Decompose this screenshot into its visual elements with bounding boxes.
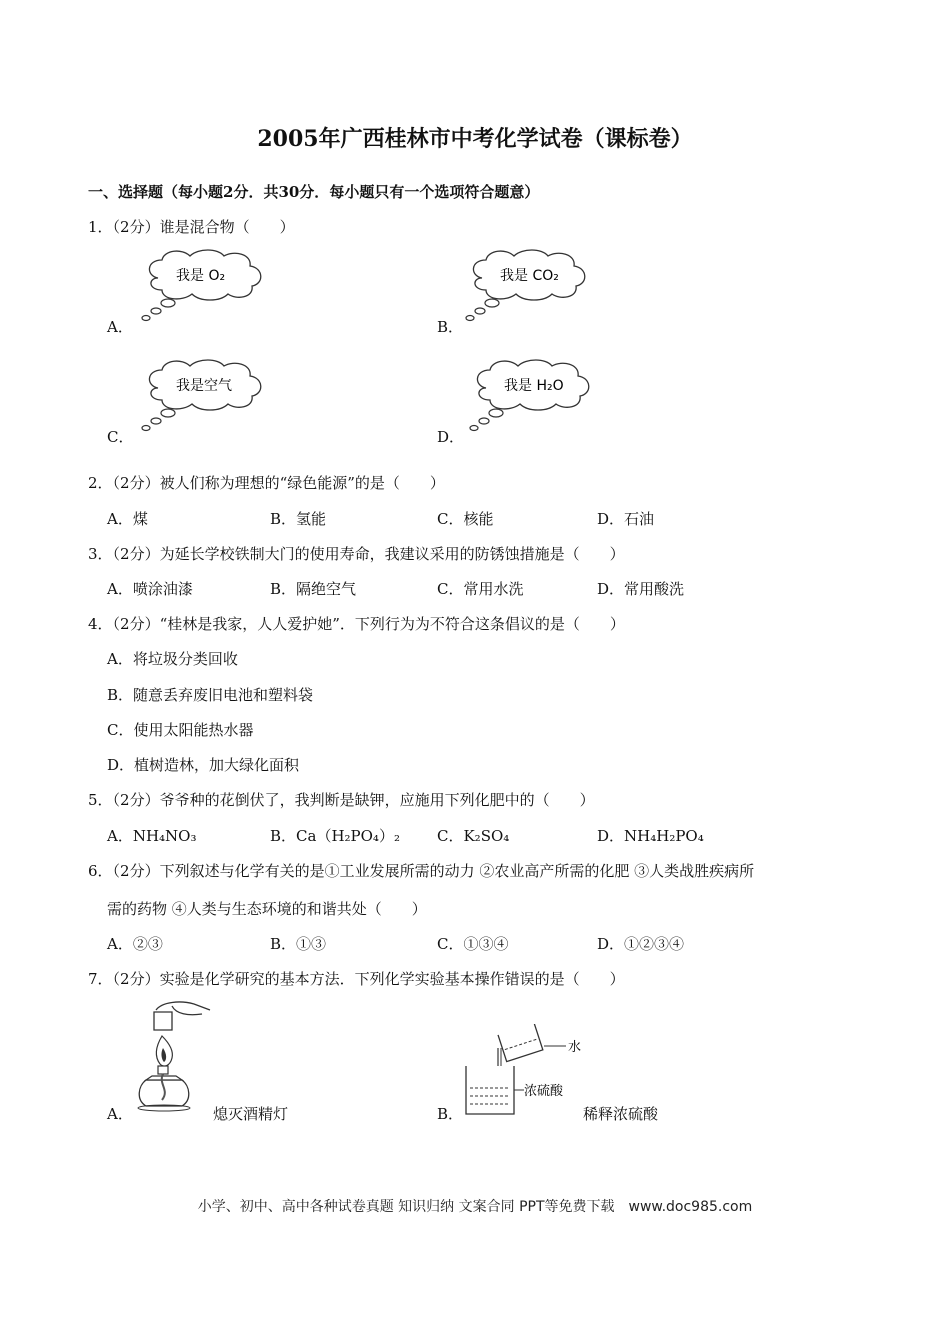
q4-stem: 4．（2分）“桂林是我家，人人爱护她”．下列行为为不符合这条倡议的是（ ） (88, 615, 625, 633)
q6-option-d[interactable]: D．①②③④ (597, 935, 685, 953)
q6-option-b[interactable]: B．①③ (270, 935, 327, 953)
q1-bubble-c-text: 我是空气 (176, 378, 232, 394)
q1-bubble-b-text: 我是 CO₂ (500, 268, 559, 284)
q4-option-d[interactable]: D．植树造林，加大绿化面积 (107, 756, 300, 774)
section-heading: 一、选择题（每小题2分．共30分．每小题只有一个选项符合题意） (88, 183, 540, 201)
q1-option-a-letter[interactable]: A． (107, 318, 133, 336)
q6-stem-line2: 需的药物 ④人类与生态环境的和谐共处（ ） (107, 900, 427, 918)
q3-option-c[interactable]: C．常用水洗 (437, 580, 524, 598)
q1-bubble-c (136, 358, 276, 438)
q7-option-b-caption: 稀释浓硫酸 (583, 1105, 659, 1123)
q1-option-c-letter[interactable]: C． (107, 428, 134, 446)
q5-option-a[interactable]: A．NH₄NO₃ (107, 827, 197, 845)
q5-option-c[interactable]: C．K₂SO₄ (437, 827, 510, 845)
q1-bubble-a-text: 我是 O₂ (176, 268, 226, 284)
q4-option-b[interactable]: B．随意丢弃废旧电池和塑料袋 (107, 686, 314, 704)
q7-stem: 7．（2分）实验是化学研究的基本方法．下列化学实验基本操作错误的是（ ） (88, 970, 625, 988)
page-footer: 小学、初中、高中各种试卷真题 知识归纳 文案合同 PPT等免费下载 www.doc985.com (197, 1199, 753, 1215)
q1-bubble-d (464, 358, 604, 438)
q3-option-d[interactable]: D．常用酸洗 (597, 580, 685, 598)
q4-option-c[interactable]: C．使用太阳能热水器 (107, 721, 254, 739)
q5-option-d[interactable]: D．NH₄H₂PO₄ (597, 827, 704, 845)
q4-option-a[interactable]: A．将垃圾分类回收 (107, 650, 238, 668)
acid-dilution-illustration (462, 1024, 592, 1122)
q2-option-b[interactable]: B．氢能 (270, 510, 327, 528)
q1-option-b-letter[interactable]: B． (437, 318, 464, 336)
acid-label: 浓硫酸 (524, 1084, 564, 1099)
water-label: 水 (568, 1040, 582, 1055)
q7-option-a-caption: 熄灭酒精灯 (213, 1105, 289, 1123)
q5-stem: 5．（2分）爷爷种的花倒伏了，我判断是缺钾，应施用下列化肥中的（ ） (88, 791, 595, 809)
q1-stem: 1．（2分）谁是混合物（ ） (88, 218, 295, 236)
q2-option-d[interactable]: D．石油 (597, 510, 655, 528)
alcohol-lamp-illustration (132, 996, 216, 1118)
q1-option-d-letter[interactable]: D． (437, 428, 465, 446)
q6-stem-line1: 6．（2分）下列叙述与化学有关的是①工业发展所需的动力 ②农业高产所需的化肥 ③人类战胜疾病所 (88, 862, 755, 880)
q7-option-b-letter[interactable]: B． (437, 1105, 464, 1123)
exam-title: 2005年广西桂林市中考化学试卷（课标卷） (257, 126, 693, 152)
q6-option-a[interactable]: A．②③ (107, 935, 163, 953)
q1-bubble-a (136, 248, 276, 328)
q3-option-b[interactable]: B．隔绝空气 (270, 580, 357, 598)
q1-bubble-d-text: 我是 H₂O (504, 378, 564, 394)
q6-option-c[interactable]: C．①③④ (437, 935, 509, 953)
q2-option-a[interactable]: A．煤 (107, 510, 148, 528)
q3-option-a[interactable]: A．喷涂油漆 (107, 580, 193, 598)
q3-stem: 3．（2分）为延长学校铁制大门的使用寿命，我建议采用的防锈蚀措施是（ ） (88, 545, 625, 563)
q7-option-a-letter[interactable]: A． (107, 1105, 133, 1123)
q2-option-c[interactable]: C．核能 (437, 510, 494, 528)
q5-option-b[interactable]: B．Ca（H₂PO₄）₂ (270, 827, 400, 845)
q1-bubble-b (460, 248, 600, 328)
q2-stem: 2．（2分）被人们称为理想的“绿色能源”的是（ ） (88, 474, 445, 492)
